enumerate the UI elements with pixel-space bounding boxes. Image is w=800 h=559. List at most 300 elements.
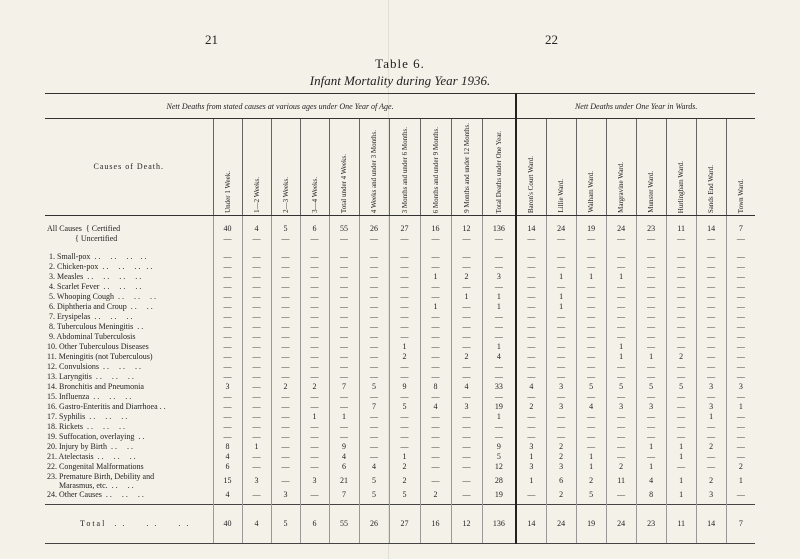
cell-value: — <box>726 392 755 402</box>
cell-value: — <box>546 352 576 362</box>
row-label: All Causes { Certified <box>47 224 121 234</box>
cell-value: — <box>271 302 300 312</box>
cell-value: — <box>213 352 242 362</box>
cell-value: — <box>329 302 359 312</box>
cell-value: — <box>271 352 300 362</box>
cell-value: — <box>606 262 636 272</box>
cell-value: 2 <box>451 272 482 282</box>
cell-value: 23 <box>636 224 666 234</box>
cell-value: — <box>516 234 546 244</box>
cell-value: 4 <box>516 382 546 392</box>
cell-value: 3 <box>726 382 755 392</box>
cell-value: 11 <box>606 472 636 490</box>
cell-value: — <box>242 422 271 432</box>
cell-value: 21 <box>329 472 359 490</box>
row-label: 11. Meningitis (not Tuberculous) <box>47 352 153 362</box>
cell-value: — <box>636 362 666 372</box>
cell-value: — <box>636 234 666 244</box>
row-label: 17. Syphilis . . . . . . <box>47 412 128 422</box>
cell-value: 1 <box>606 342 636 352</box>
cell-value: — <box>606 490 636 500</box>
cell-value: 5 <box>389 402 420 412</box>
cell-value: — <box>389 412 420 422</box>
cell-value: — <box>482 234 516 244</box>
cell-value: 1 <box>546 302 576 312</box>
cell-value: — <box>666 422 696 432</box>
cell-value: — <box>726 322 755 332</box>
cell-value: — <box>420 292 451 302</box>
column-header <box>606 119 636 216</box>
cell-value: — <box>213 272 242 282</box>
cell-value: — <box>271 472 300 490</box>
cell-value: — <box>359 412 389 422</box>
cell-value: 40 <box>213 504 242 543</box>
cell-value: — <box>696 292 726 302</box>
cell-value: 2 <box>666 352 696 362</box>
cell-value: 2 <box>271 382 300 392</box>
cell-value: — <box>359 262 389 272</box>
cell-value: — <box>451 422 482 432</box>
cell-value: — <box>300 392 329 402</box>
cell-value: — <box>576 312 606 322</box>
cell-value: — <box>696 462 726 472</box>
cell-value: 27 <box>389 224 420 234</box>
column-header-label: Margravine Ward. <box>617 161 626 213</box>
cell-value: — <box>300 332 329 342</box>
cell-value: 1 <box>242 442 271 452</box>
cell-value: — <box>576 342 606 352</box>
cell-value: — <box>213 282 242 292</box>
cell-value: 4 <box>213 452 242 462</box>
cell-value: — <box>420 262 451 272</box>
column-header <box>271 119 300 216</box>
cell-value: — <box>726 412 755 422</box>
row-label: 13. Laryngitis . . . . . . <box>47 372 134 382</box>
cell-value: 4 <box>636 472 666 490</box>
cell-value: — <box>726 302 755 312</box>
cell-value: — <box>451 332 482 342</box>
row-label: 1. Small-pox . . . . . . . . <box>47 252 147 262</box>
cell-value: — <box>696 302 726 312</box>
cell-value: — <box>329 432 359 442</box>
cell-value: — <box>300 452 329 462</box>
cell-value: — <box>516 282 546 292</box>
column-header-label: Under 1 Week. <box>223 170 232 213</box>
cell-value: — <box>666 372 696 382</box>
cell-value: 1 <box>636 462 666 472</box>
cell-value: 55 <box>329 504 359 543</box>
column-header-label: Total Deaths under One Year. <box>494 130 503 213</box>
cell-value: — <box>606 442 636 452</box>
cell-value: 7 <box>329 490 359 500</box>
table-row <box>45 252 755 262</box>
cell-value: 5 <box>482 452 516 462</box>
cell-value: — <box>359 234 389 244</box>
cell-value: — <box>516 272 546 282</box>
cell-value: — <box>516 302 546 312</box>
cell-value: — <box>576 292 606 302</box>
cell-value: — <box>300 252 329 262</box>
cell-value: 5 <box>359 490 389 500</box>
cell-value: — <box>242 382 271 392</box>
cell-value: 3 <box>213 382 242 392</box>
cell-value: — <box>300 272 329 282</box>
cell-value: 136 <box>482 224 516 234</box>
cell-value: — <box>726 342 755 352</box>
cell-value: 3 <box>482 272 516 282</box>
cell-value: — <box>271 332 300 342</box>
row-label: 24. Other Causes . . . . . . <box>47 490 144 500</box>
cell-value: 55 <box>329 224 359 234</box>
cell-value: 24 <box>606 504 636 543</box>
cell-value: — <box>300 342 329 352</box>
cell-value: — <box>242 322 271 332</box>
cell-value: — <box>576 302 606 312</box>
cell-value: — <box>271 442 300 452</box>
cell-value: 14 <box>696 224 726 234</box>
cell-value: — <box>213 302 242 312</box>
cell-value: 40 <box>213 224 242 234</box>
table-row <box>45 262 755 272</box>
cell-value: — <box>420 352 451 362</box>
cell-value: — <box>576 322 606 332</box>
cell-value: — <box>482 262 516 272</box>
cell-value: — <box>329 312 359 322</box>
cell-value: — <box>329 252 359 262</box>
cell-value: 2 <box>576 472 606 490</box>
cell-value: — <box>300 422 329 432</box>
cell-value: — <box>271 402 300 412</box>
row-label: 23. Premature Birth, Debility and Marasmus, etc. . . . . <box>47 471 155 490</box>
cell-value: 1 <box>666 472 696 490</box>
cell-value: — <box>546 234 576 244</box>
cell-value: — <box>666 322 696 332</box>
cell-value: — <box>271 312 300 322</box>
cell-value: — <box>482 432 516 442</box>
cell-value: — <box>213 432 242 442</box>
cell-value: 1 <box>482 412 516 422</box>
cell-value: — <box>359 322 389 332</box>
cell-value: 2 <box>516 402 546 412</box>
table-row <box>45 342 755 352</box>
column-header <box>666 119 696 216</box>
cell-value: — <box>213 392 242 402</box>
cell-value: — <box>546 412 576 422</box>
cell-value: — <box>329 422 359 432</box>
cell-value: 1 <box>482 292 516 302</box>
cell-value: 3 <box>606 402 636 412</box>
cell-value: — <box>636 272 666 282</box>
cell-value: — <box>389 272 420 282</box>
cell-value: — <box>213 402 242 412</box>
table-row <box>45 452 755 462</box>
cell-value: — <box>516 412 546 422</box>
table-row <box>45 332 755 342</box>
cell-value: 2 <box>546 452 576 462</box>
cell-value: — <box>300 362 329 372</box>
cell-value: — <box>726 332 755 342</box>
cell-value: 11 <box>666 224 696 234</box>
cell-value: 4 <box>242 504 271 543</box>
cell-value: 5 <box>576 490 606 500</box>
cell-value: — <box>213 412 242 422</box>
cell-value: — <box>516 372 546 382</box>
cell-value: — <box>726 272 755 282</box>
cell-value: 3 <box>300 472 329 490</box>
column-header-label: Sands End Ward. <box>707 164 716 213</box>
column-header-label: 9 Months and under 12 Months. <box>462 123 471 213</box>
cell-value: 24 <box>546 224 576 234</box>
cell-value: — <box>420 442 451 452</box>
row-label: 18. Rickets . . . . . . <box>47 422 125 432</box>
cell-value: — <box>213 342 242 352</box>
cell-value: 7 <box>726 504 755 543</box>
cell-value: 6 <box>300 224 329 234</box>
cell-value: — <box>242 392 271 402</box>
cell-value: 2 <box>389 472 420 490</box>
row-label: Total . . . . . . <box>45 504 213 543</box>
cell-value: — <box>636 262 666 272</box>
cell-value: 4 <box>329 452 359 462</box>
cell-value: — <box>451 432 482 442</box>
cell-value: — <box>666 302 696 312</box>
cell-value: — <box>666 332 696 342</box>
cell-value: — <box>516 292 546 302</box>
cell-value: 4 <box>451 382 482 392</box>
cell-value: — <box>546 392 576 402</box>
cell-value: — <box>606 452 636 462</box>
cell-value: — <box>636 292 666 302</box>
cell-value: 27 <box>389 504 420 543</box>
infant-mortality-table <box>45 93 755 544</box>
cell-value: 5 <box>576 382 606 392</box>
cell-value: — <box>606 412 636 422</box>
cell-value: 1 <box>482 342 516 352</box>
cell-value: — <box>329 402 359 412</box>
cell-value: 3 <box>696 402 726 412</box>
cell-value: 33 <box>482 382 516 392</box>
cell-value: — <box>300 442 329 452</box>
cell-value: — <box>636 432 666 442</box>
cell-value: — <box>546 432 576 442</box>
cell-value: 1 <box>606 352 636 362</box>
cell-value: — <box>389 432 420 442</box>
cell-value: — <box>516 362 546 372</box>
cell-value: 14 <box>696 504 726 543</box>
cell-value: — <box>420 472 451 490</box>
cell-value: 14 <box>516 504 546 543</box>
page-number-left: 21 <box>205 32 218 47</box>
cell-value: 2 <box>389 462 420 472</box>
cell-value: — <box>329 342 359 352</box>
cell-value: — <box>606 292 636 302</box>
causes-of-death-header: Causes of Death. <box>45 119 213 216</box>
cell-value: — <box>666 362 696 372</box>
column-header <box>696 119 726 216</box>
cell-value: — <box>666 282 696 292</box>
table-row <box>45 490 755 500</box>
cell-value: — <box>606 252 636 262</box>
cell-value: — <box>300 282 329 292</box>
cell-value: 4 <box>576 402 606 412</box>
cell-value: — <box>242 372 271 382</box>
cell-value: 4 <box>242 224 271 234</box>
cell-value: 1 <box>696 412 726 422</box>
table-row <box>45 402 755 412</box>
cell-value: — <box>696 452 726 462</box>
column-header <box>576 119 606 216</box>
cell-value: — <box>516 352 546 362</box>
cell-value: 3 <box>696 490 726 500</box>
cell-value: — <box>636 342 666 352</box>
cell-value: — <box>516 432 546 442</box>
cell-value: — <box>726 442 755 452</box>
cell-value: — <box>636 372 666 382</box>
cell-value: — <box>482 332 516 342</box>
cell-value: 24 <box>546 504 576 543</box>
cell-value: 2 <box>726 462 755 472</box>
cell-value: 1 <box>329 412 359 422</box>
cell-value: — <box>420 312 451 322</box>
cell-value: — <box>516 392 546 402</box>
cell-value: — <box>482 312 516 322</box>
cell-value: — <box>242 272 271 282</box>
cell-value: — <box>576 362 606 372</box>
cell-value: 1 <box>420 272 451 282</box>
cell-value: — <box>696 332 726 342</box>
cell-value: — <box>546 252 576 262</box>
cell-value: — <box>451 234 482 244</box>
cell-value: — <box>242 412 271 422</box>
group-header-wards: Nett Deaths under One Year in Wards. <box>516 94 755 119</box>
cell-value: 24 <box>606 224 636 234</box>
cell-value: — <box>271 372 300 382</box>
cell-value: — <box>420 322 451 332</box>
cell-value: — <box>482 422 516 432</box>
cell-value: — <box>300 402 329 412</box>
cell-value: — <box>213 362 242 372</box>
cell-value: — <box>420 282 451 292</box>
cell-value: 19 <box>482 402 516 412</box>
cell-value: — <box>726 422 755 432</box>
cell-value: — <box>300 432 329 442</box>
cell-value: 1 <box>451 292 482 302</box>
cell-value: — <box>300 262 329 272</box>
cell-value: 16 <box>420 504 451 543</box>
cell-value: — <box>451 372 482 382</box>
cell-value: 6 <box>329 462 359 472</box>
cell-value: — <box>300 312 329 322</box>
cell-value: — <box>359 342 389 352</box>
cell-value: — <box>300 372 329 382</box>
column-header-label: Town Ward. <box>736 178 745 213</box>
cell-value: — <box>606 322 636 332</box>
table-row <box>45 352 755 362</box>
all-causes-certified-row <box>45 224 755 234</box>
column-header-label: 3 Months and under 6 Months. <box>400 126 409 213</box>
cell-value: 12 <box>451 224 482 234</box>
row-label: { Uncertified <box>47 234 118 244</box>
cell-value: 136 <box>482 504 516 543</box>
cell-value: 3 <box>546 382 576 392</box>
cell-value: — <box>242 342 271 352</box>
cell-value: 1 <box>546 292 576 302</box>
cell-value: — <box>329 262 359 272</box>
cell-value: 4 <box>213 490 242 500</box>
cell-value: 5 <box>666 382 696 392</box>
column-header <box>482 119 516 216</box>
cell-value: — <box>451 442 482 452</box>
cell-value: — <box>359 452 389 462</box>
cell-value: — <box>606 282 636 292</box>
cell-value: — <box>389 392 420 402</box>
cell-value: 15 <box>213 472 242 490</box>
cell-value: — <box>359 392 389 402</box>
cell-value: — <box>213 252 242 262</box>
cell-value: — <box>546 342 576 352</box>
row-label: 5. Whooping Cough . . . . . . <box>47 292 156 302</box>
row-label: 7. Erysipelas . . . . . . <box>47 312 133 322</box>
cell-value: — <box>451 282 482 292</box>
cell-value: — <box>606 312 636 322</box>
cell-value: — <box>242 252 271 262</box>
cell-value: — <box>576 422 606 432</box>
cell-value: 5 <box>606 382 636 392</box>
cell-value: 19 <box>576 504 606 543</box>
cell-value: 1 <box>726 402 755 412</box>
cell-value: — <box>726 452 755 462</box>
cell-value: — <box>213 322 242 332</box>
cell-value: — <box>666 252 696 262</box>
cell-value: 8 <box>420 382 451 392</box>
cell-value: — <box>636 302 666 312</box>
cell-value: — <box>576 262 606 272</box>
row-label: 4. Scarlet Fever . . . . . . <box>47 282 142 292</box>
cell-value: — <box>636 452 666 462</box>
cell-value: 2 <box>546 490 576 500</box>
cell-value: 1 <box>576 452 606 462</box>
cell-value: — <box>726 432 755 442</box>
cell-value: — <box>482 282 516 292</box>
cell-value: 1 <box>666 452 696 462</box>
cell-value: — <box>359 352 389 362</box>
cell-value: — <box>329 392 359 402</box>
row-label: 9. Abdominal Tuberculosis <box>47 332 136 342</box>
cell-value: 1 <box>389 342 420 352</box>
cell-value: — <box>451 262 482 272</box>
cell-value: 8 <box>213 442 242 452</box>
cell-value: — <box>482 392 516 402</box>
cell-value: — <box>606 234 636 244</box>
cell-value: 6 <box>213 462 242 472</box>
cell-value: — <box>271 452 300 462</box>
column-header <box>242 119 271 216</box>
cell-value: — <box>242 262 271 272</box>
row-label: 14. Bronchitis and Pneumonia <box>47 382 144 392</box>
cell-value: — <box>546 312 576 322</box>
cell-value: 1 <box>606 272 636 282</box>
column-header-label: 2—3 Weeks. <box>281 176 290 213</box>
cell-value: — <box>359 372 389 382</box>
cell-value: 1 <box>636 442 666 452</box>
cell-value: — <box>696 312 726 322</box>
cell-value: — <box>576 332 606 342</box>
cell-value: 14 <box>516 224 546 234</box>
cell-value: — <box>329 372 359 382</box>
cell-value: — <box>726 362 755 372</box>
total-row <box>45 504 755 543</box>
cell-value: 4 <box>482 352 516 362</box>
